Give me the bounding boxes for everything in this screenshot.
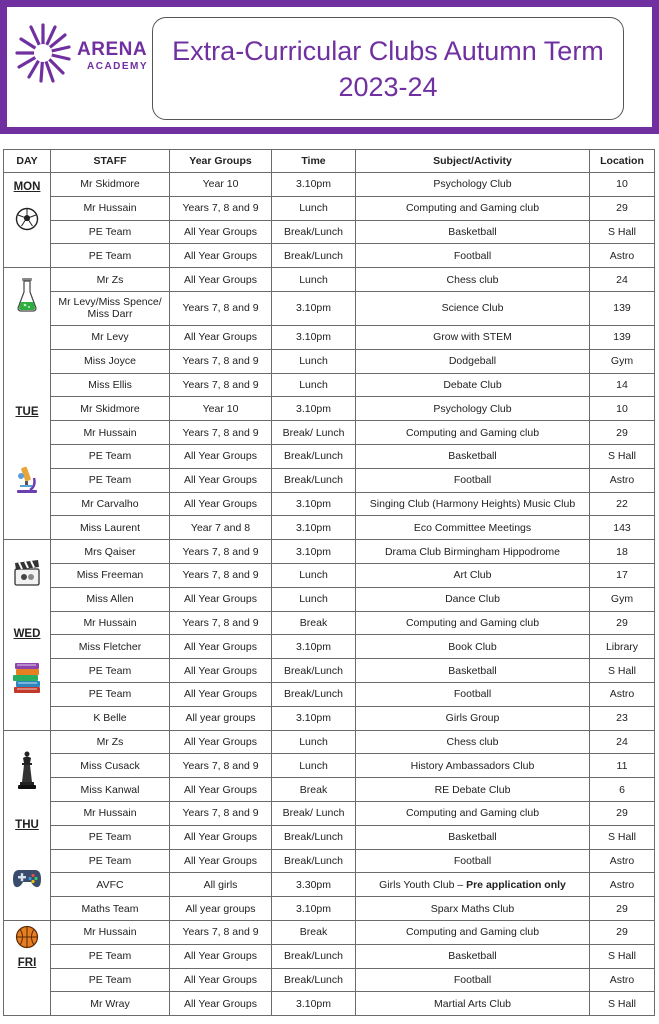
table-row [4, 730, 655, 754]
cell-location: Astro [590, 873, 655, 897]
cell-staff: Mr Skidmore [51, 173, 170, 197]
cell-staff: PE Team [51, 659, 170, 683]
football-icon [15, 207, 39, 234]
table-row [4, 173, 655, 197]
cell-subject: Martial Arts Club [356, 992, 590, 1016]
cell-subject: Sparx Maths Club [356, 897, 590, 921]
cell-location: Library [590, 635, 655, 659]
cell-location: S Hall [590, 659, 655, 683]
cell-time: Lunch [272, 730, 356, 754]
cell-subject: Grow with STEM [356, 325, 590, 349]
cell-subject: Singing Club (Harmony Heights) Music Club [356, 492, 590, 516]
table-row [4, 291, 655, 325]
cell-subject: Computing and Gaming club [356, 611, 590, 635]
table-row [4, 825, 655, 849]
day-label: THU [15, 818, 39, 831]
cell-location: Astro [590, 682, 655, 706]
cell-location: 29 [590, 196, 655, 220]
cell-year-groups: All girls [170, 873, 272, 897]
cell-year-groups: All Year Groups [170, 825, 272, 849]
table-row [4, 373, 655, 397]
cell-time: 3.10pm [272, 635, 356, 659]
logo-subtitle: ACADEMY [87, 61, 149, 72]
table-row [4, 220, 655, 244]
table-row [4, 540, 655, 564]
table-row [4, 968, 655, 992]
cell-location: Astro [590, 244, 655, 268]
cell-location: S Hall [590, 220, 655, 244]
cell-time: 3.10pm [272, 516, 356, 540]
cell-time: Break [272, 778, 356, 802]
cell-year-groups: All Year Groups [170, 468, 272, 492]
cell-location: 139 [590, 325, 655, 349]
cell-time: 3.10pm [272, 173, 356, 197]
cell-year-groups: All Year Groups [170, 268, 272, 292]
table-row [4, 492, 655, 516]
column-header-year-groups: Year Groups [170, 150, 272, 173]
cell-staff: Mr Zs [51, 268, 170, 292]
cell-location: Gym [590, 349, 655, 373]
cell-staff: Miss Joyce [51, 349, 170, 373]
flask-icon [16, 278, 38, 315]
cell-time: Break/Lunch [272, 244, 356, 268]
cell-year-groups: All Year Groups [170, 682, 272, 706]
cell-staff: Miss Allen [51, 587, 170, 611]
clapperboard-icon [13, 560, 41, 589]
day-cell-mon [4, 173, 51, 268]
cell-subject: Drama Club Birmingham Hippodrome [356, 540, 590, 564]
cell-year-groups: Years 7, 8 and 9 [170, 611, 272, 635]
cell-year-groups: Years 7, 8 and 9 [170, 373, 272, 397]
cell-year-groups: All Year Groups [170, 992, 272, 1016]
cell-staff: Maths Team [51, 897, 170, 921]
cell-staff: Mr Hussain [51, 421, 170, 445]
table-row [4, 397, 655, 421]
page-subtitle-year: 2023-24 [338, 71, 438, 102]
cell-year-groups: Year 10 [170, 173, 272, 197]
cell-staff: Mr Hussain [51, 801, 170, 825]
cell-location: 23 [590, 706, 655, 730]
table-row [4, 349, 655, 373]
cell-subject: Chess club [356, 730, 590, 754]
cell-subject: Girls Youth Club – Pre application only [356, 873, 590, 897]
cell-staff: Mr Hussain [51, 196, 170, 220]
cell-time: Break/Lunch [272, 682, 356, 706]
cell-year-groups: Years 7, 8 and 9 [170, 754, 272, 778]
cell-year-groups: All year groups [170, 897, 272, 921]
table-row [4, 920, 655, 944]
cell-location: 24 [590, 268, 655, 292]
day-label: TUE [15, 406, 39, 419]
cell-subject: Football [356, 244, 590, 268]
clubs-table-body [4, 173, 655, 1016]
table-row [4, 682, 655, 706]
cell-time: Break/Lunch [272, 968, 356, 992]
cell-time: Break/ Lunch [272, 801, 356, 825]
cell-time: 3.10pm [272, 992, 356, 1016]
cell-subject: Football [356, 849, 590, 873]
cell-staff: AVFC [51, 873, 170, 897]
table-row [4, 244, 655, 268]
cell-subject: Girls Group [356, 706, 590, 730]
cell-time: 3.10pm [272, 706, 356, 730]
table-row [4, 992, 655, 1016]
cell-staff: Miss Fletcher [51, 635, 170, 659]
cell-staff: Mr Hussain [51, 920, 170, 944]
cell-staff: K Belle [51, 706, 170, 730]
microscope-icon [14, 464, 40, 497]
cell-time: 3.10pm [272, 397, 356, 421]
table-row [4, 659, 655, 683]
cell-location: 29 [590, 421, 655, 445]
cell-year-groups: All Year Groups [170, 849, 272, 873]
column-header-subject: Subject/Activity [356, 150, 590, 173]
cell-time: Lunch [272, 268, 356, 292]
cell-location: S Hall [590, 444, 655, 468]
day-label: WED [13, 628, 41, 641]
cell-staff: Mr Hussain [51, 611, 170, 635]
cell-subject: Football [356, 468, 590, 492]
cell-year-groups: Years 7, 8 and 9 [170, 196, 272, 220]
table-row [4, 801, 655, 825]
cell-subject: Basketball [356, 444, 590, 468]
cell-staff: Mr Carvalho [51, 492, 170, 516]
cell-location: S Hall [590, 825, 655, 849]
cell-staff: Mr Levy [51, 325, 170, 349]
cell-staff: Mr Wray [51, 992, 170, 1016]
cell-location: Astro [590, 468, 655, 492]
cell-location: Astro [590, 849, 655, 873]
cell-subject: Basketball [356, 659, 590, 683]
day-label: MON [13, 181, 41, 193]
cell-year-groups: Years 7, 8 and 9 [170, 920, 272, 944]
table-row [4, 706, 655, 730]
gamepad-icon [12, 867, 42, 892]
table-row [4, 563, 655, 587]
cell-location: 29 [590, 897, 655, 921]
cell-staff: PE Team [51, 849, 170, 873]
cell-subject: Psychology Club [356, 397, 590, 421]
table-row [4, 635, 655, 659]
cell-staff: Miss Kanwal [51, 778, 170, 802]
cell-year-groups: Years 7, 8 and 9 [170, 540, 272, 564]
cell-location: Astro [590, 968, 655, 992]
cell-time: Lunch [272, 563, 356, 587]
cell-time: Break/Lunch [272, 444, 356, 468]
cell-location: 29 [590, 611, 655, 635]
cell-time: Lunch [272, 349, 356, 373]
cell-time: 3.10pm [272, 492, 356, 516]
cell-time: 3.10pm [272, 897, 356, 921]
cell-time: 3.10pm [272, 291, 356, 325]
cell-subject: Football [356, 968, 590, 992]
cell-year-groups: All year groups [170, 706, 272, 730]
cell-time: Lunch [272, 373, 356, 397]
cell-time: Break/Lunch [272, 659, 356, 683]
cell-location: 22 [590, 492, 655, 516]
cell-staff: Miss Freeman [51, 563, 170, 587]
cell-staff: Mr Zs [51, 730, 170, 754]
table-row [4, 587, 655, 611]
logo-burst-icon [15, 21, 71, 85]
cell-staff: Miss Laurent [51, 516, 170, 540]
cell-location: 11 [590, 754, 655, 778]
table-row [4, 421, 655, 445]
cell-location: 10 [590, 397, 655, 421]
table-header-row [4, 150, 655, 173]
cell-staff: PE Team [51, 468, 170, 492]
clubs-table [3, 149, 655, 1016]
table-row [4, 849, 655, 873]
day-cell-wed [4, 540, 51, 730]
cell-staff: PE Team [51, 968, 170, 992]
cell-location: 18 [590, 540, 655, 564]
cell-year-groups: All Year Groups [170, 778, 272, 802]
cell-time: Lunch [272, 754, 356, 778]
table-row [4, 873, 655, 897]
cell-year-groups: All Year Groups [170, 220, 272, 244]
cell-subject: Debate Club [356, 373, 590, 397]
cell-year-groups: Years 7, 8 and 9 [170, 291, 272, 325]
cell-subject: Science Club [356, 291, 590, 325]
cell-time: Lunch [272, 587, 356, 611]
cell-location: 139 [590, 291, 655, 325]
table-row [4, 468, 655, 492]
cell-staff: PE Team [51, 682, 170, 706]
day-label: FRI [17, 956, 37, 969]
cell-subject: Dance Club [356, 587, 590, 611]
cell-location: S Hall [590, 944, 655, 968]
cell-time: Break/Lunch [272, 944, 356, 968]
cell-staff: Mr Levy/Miss Spence/ Miss Darr [51, 291, 170, 325]
cell-time: Break [272, 920, 356, 944]
cell-location: S Hall [590, 992, 655, 1016]
column-header-location: Location [590, 150, 655, 173]
cell-year-groups: Year 7 and 8 [170, 516, 272, 540]
cell-year-groups: Years 7, 8 and 9 [170, 349, 272, 373]
logo-name: ARENA [77, 39, 148, 60]
cell-subject: Eco Committee Meetings [356, 516, 590, 540]
cell-location: 143 [590, 516, 655, 540]
cell-subject: History Ambassadors Club [356, 754, 590, 778]
cell-subject: Computing and Gaming club [356, 801, 590, 825]
cell-time: Break [272, 611, 356, 635]
cell-staff: Mr Skidmore [51, 397, 170, 421]
table-row [4, 196, 655, 220]
page-header [0, 0, 659, 134]
cell-time: 3.30pm [272, 873, 356, 897]
cell-year-groups: All Year Groups [170, 968, 272, 992]
cell-subject: Computing and Gaming club [356, 421, 590, 445]
cell-subject: RE Debate Club [356, 778, 590, 802]
cell-year-groups: All Year Groups [170, 492, 272, 516]
cell-year-groups: All Year Groups [170, 587, 272, 611]
cell-location: 10 [590, 173, 655, 197]
cell-staff: PE Team [51, 825, 170, 849]
table-row [4, 944, 655, 968]
table-row [4, 268, 655, 292]
cell-subject: Computing and Gaming club [356, 920, 590, 944]
cell-staff: PE Team [51, 244, 170, 268]
cell-year-groups: All Year Groups [170, 444, 272, 468]
cell-location: 6 [590, 778, 655, 802]
cell-staff: Mrs Qaiser [51, 540, 170, 564]
cell-subject: Dodgeball [356, 349, 590, 373]
table-row [4, 325, 655, 349]
cell-location: 24 [590, 730, 655, 754]
table-row [4, 444, 655, 468]
cell-location: 14 [590, 373, 655, 397]
column-header-time: Time [272, 150, 356, 173]
cell-subject: Chess club [356, 268, 590, 292]
cell-year-groups: All Year Groups [170, 659, 272, 683]
chess-piece-icon [16, 751, 38, 794]
cell-year-groups: Years 7, 8 and 9 [170, 421, 272, 445]
cell-staff: PE Team [51, 444, 170, 468]
cell-time: Break/Lunch [272, 468, 356, 492]
cell-time: Break/Lunch [272, 825, 356, 849]
column-header-day: DAY [4, 150, 51, 173]
cell-time: 3.10pm [272, 325, 356, 349]
cell-staff: PE Team [51, 220, 170, 244]
cell-location: 29 [590, 920, 655, 944]
cell-year-groups: Year 10 [170, 397, 272, 421]
cell-subject: Basketball [356, 220, 590, 244]
cell-year-groups: All Year Groups [170, 635, 272, 659]
cell-year-groups: Years 7, 8 and 9 [170, 801, 272, 825]
cell-year-groups: Years 7, 8 and 9 [170, 563, 272, 587]
cell-subject: Basketball [356, 825, 590, 849]
table-row [4, 516, 655, 540]
cell-subject: Psychology Club [356, 173, 590, 197]
cell-time: 3.10pm [272, 540, 356, 564]
cell-location: 17 [590, 563, 655, 587]
table-row [4, 754, 655, 778]
cell-time: Break/ Lunch [272, 421, 356, 445]
cell-time: Lunch [272, 196, 356, 220]
basketball-icon [15, 925, 39, 952]
cell-location: Gym [590, 587, 655, 611]
table-row [4, 778, 655, 802]
cell-year-groups: All Year Groups [170, 730, 272, 754]
cell-year-groups: All Year Groups [170, 244, 272, 268]
cell-subject: Football [356, 682, 590, 706]
table-row [4, 611, 655, 635]
cell-location: 29 [590, 801, 655, 825]
day-cell-fri [4, 920, 51, 1015]
cell-staff: PE Team [51, 944, 170, 968]
cell-subject: Basketball [356, 944, 590, 968]
day-cell-thu [4, 730, 51, 920]
arena-academy-logo [15, 21, 150, 93]
table-row [4, 897, 655, 921]
cell-staff: Miss Ellis [51, 373, 170, 397]
cell-staff: Miss Cusack [51, 754, 170, 778]
cell-time: Break/Lunch [272, 849, 356, 873]
cell-year-groups: All Year Groups [170, 325, 272, 349]
books-icon [12, 660, 42, 697]
day-cell-tue [4, 268, 51, 540]
page-title: Extra-Curricular Clubs Autumn Term [172, 35, 604, 66]
cell-subject: Art Club [356, 563, 590, 587]
cell-time: Break/Lunch [272, 220, 356, 244]
cell-subject: Computing and Gaming club [356, 196, 590, 220]
cell-subject: Book Club [356, 635, 590, 659]
title-box [152, 17, 624, 120]
column-header-staff: STAFF [51, 150, 170, 173]
cell-year-groups: All Year Groups [170, 944, 272, 968]
